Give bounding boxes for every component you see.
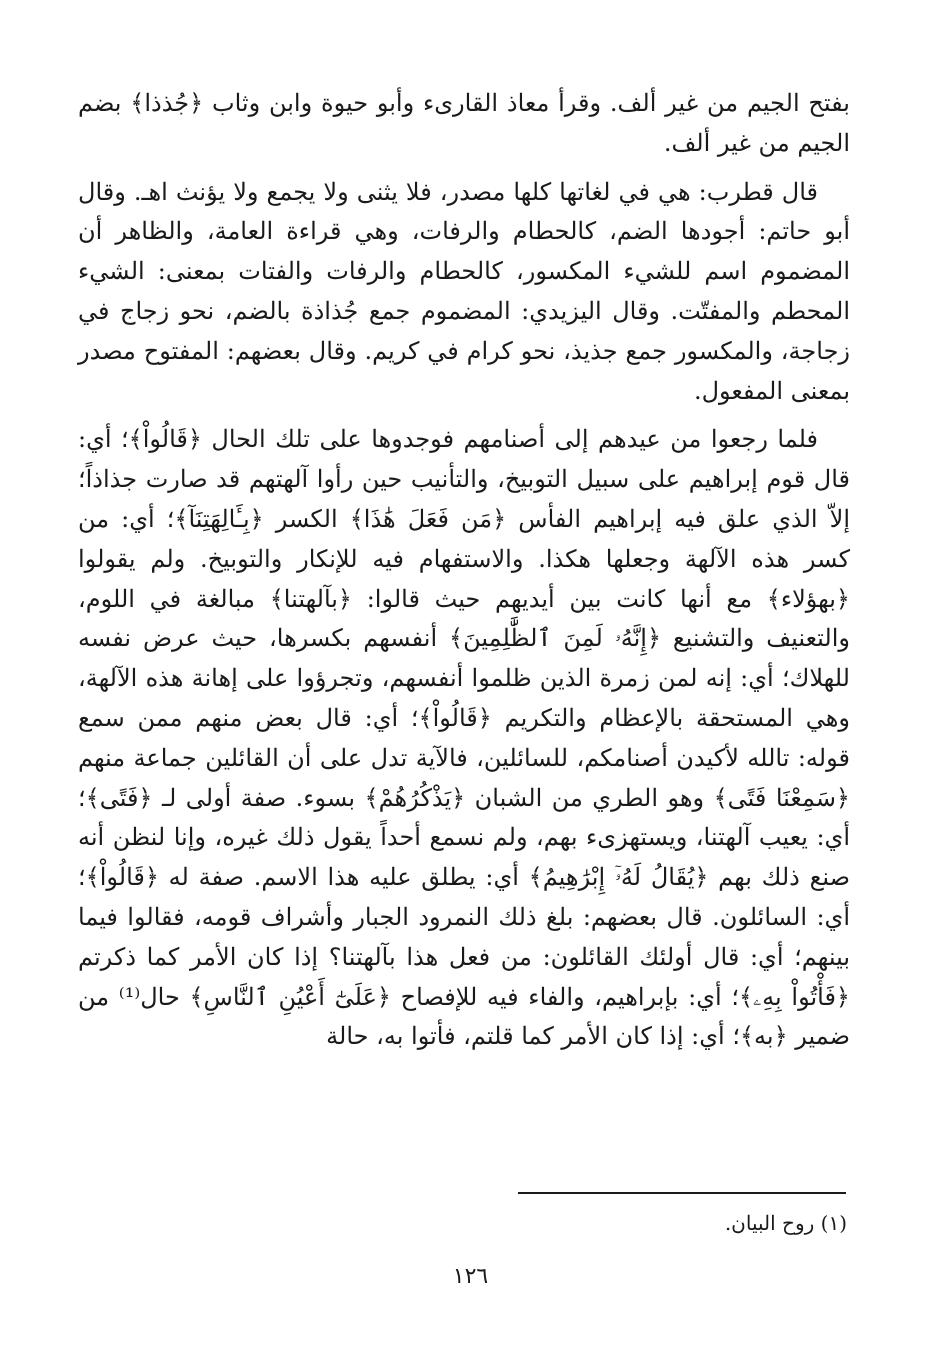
paragraph-1: بفتح الجيم من غير ألف. وقرأ معاذ القارىء وأبو حيوة وابن وثاب ﴿جُذذا﴾ بضم الجيم من غير ألف. <box>78 89 850 157</box>
footnote: (١) روح البيان. <box>724 1211 847 1235</box>
paragraph-2: قال قطرب: هي في لغاتها كلها مصدر، فلا يثنى ولا يجمع ولا يؤنث اهـ. وقال أبو حاتم: أجودها الضم، كالحطام والرفات، وهي قراءة العامة، والظاهر أن المضموم اسم للشيء المكسور، كالحطام والرفات والفتات بمعنى: الشيء المحطم والمفتّت. وقال اليزيدي: المضموم جمع جُذاذة بالضم، نحو زجاج في زجاجة، والمكسور جمع جذيذ، نحو كرام في كريم. وقال بعضهم: المفتوح مصدر بمعنى المفعول. <box>78 177 850 405</box>
footnote-divider <box>518 1192 846 1194</box>
paragraph-3: فلما رجعوا من عيدهم إلى أصنامهم فوجدوها على تلك الحال ﴿قَالُواْ﴾؛ أي: قال قوم إبراهيم على سبيل التوبيخ، والتأنيب حين رأوا آلهتهم قد صارت جذاذاً؛ إلاّ الذي علق فيه إبراهيم الفأس ﴿مَن فَعَلَ هَٰذَا﴾ الكسر ﴿بِـَٔالِهَتِنَآ﴾؛ أي: من كسر هذه الآلهة وجعلها هكذا. والاستفهام فيه للإنكار والتوبيخ. ولم يقولوا ﴿بهؤلاء﴾ مع أنها كانت بين أيديهم حيث قالوا: ﴿بآلهتنا﴾ مبالغة في اللوم، والتعنيف والتشنيع ﴿إِنَّهُۥ لَمِنَ ٱلظَّٰلِمِينَ﴾ أنفسهم بكسرها، حيث عرض نفسه للهلاك؛ أي: إنه لمن زمرة الذين ظلموا أنفسهم، وتجرؤوا على إهانة هذه الآلهة، وهي المستحقة بالإعظام والتكريم ﴿قَالُواْ﴾؛ أي: قال بعض منهم ممن سمع قوله: تالله لأكيدن أصنامكم، للسائلين، فالآية تدل على أن القائلين جماعة منهم ﴿سَمِعْنَا فَتًى﴾ وهو الطري من الشبان ﴿يَذْكُرُهُمْ﴾ بسوء. صفة أولى لـ ﴿فَتًى﴾؛ أي: يعيب آلهتنا، ويستهزىء بهم، ولم نسمع أحداً يقول ذلك غيره، وإنا لنظن أنه صنع ذلك بهم ﴿يُقَالُ لَهُۥٓ إِبْرَٰهِيمُ﴾ أي: يطلق عليه هذا الاسم. صفة له ﴿قَالُواْ﴾؛ أي: السائلون. قال بعضهم: بلغ ذلك النمرود الجبار وأشراف قومه، فقالوا فيما بينهم؛ أي: قال أولئك القائلون: من فعل هذا بآلهتنا؟ إذا كان الأمر كما ذكرتم ﴿فَأْتُواْ بِهِۦ﴾؛ أي: بإبراهيم، والفاء فيه للإفصاح ﴿عَلَىٰٓ أَعْيُنِ ٱلنَّاسِ﴾ حال⁽¹⁾ من ضمير ﴿به﴾؛ أي: إذا كان الأمر كما قلتم، فأتوا به، حالة <box>78 425 851 1051</box>
page-number: ١٢٦ <box>452 1264 489 1289</box>
page-body <box>78 84 850 1057</box>
